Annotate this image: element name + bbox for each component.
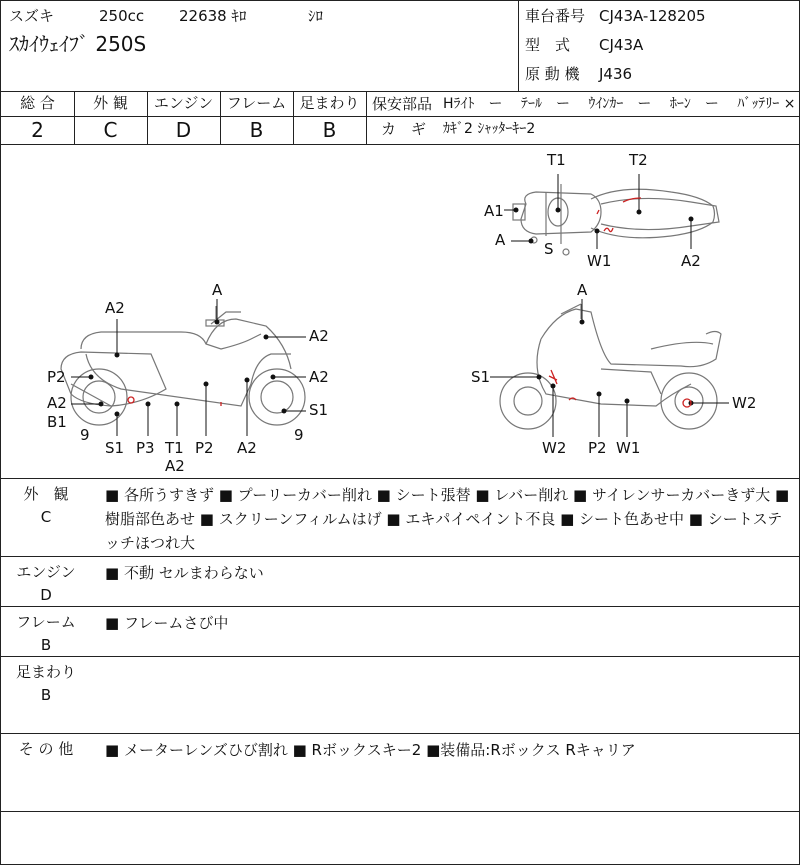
grade-frame: B [249,118,264,142]
key-label: カ ギ [381,120,427,138]
section-notes-exterior: ■ 各所うすきず ■ プーリーカバー削れ ■ シート張替 ■ レバー削れ ■ サイレンサーカバーきず大 ■ 樹脂部色あせ ■ スクリーンフィルムはげ ■ エキパイペイント不良 ■ シート色あせ中 ■ シートステッチほつれ大 [105,486,790,552]
diag-label: A1 [484,202,504,220]
grade-exterior: C [103,118,118,142]
diag-label: A2 [105,299,125,317]
key-value: ｶｷﾞ2 ｼｬｯﾀｰｷｰ2 [443,121,536,137]
rule-section [1,811,799,812]
diag-label: S1 [309,401,329,419]
diag-label: A2 [309,327,329,345]
type-value: CJ43A [599,36,644,54]
grade-header-exterior: 外 観 [93,94,128,112]
grade-header-overall: 総 合 [20,94,55,112]
diag-label: P2 [195,439,214,457]
frame-no: CJ43A-128205 [599,7,706,25]
diag-label: T1 [165,439,184,457]
grade-header-frame: フレーム [226,94,287,112]
left-view-drawing [61,306,305,425]
grade-overall: 2 [31,118,44,142]
section-grade-suspension: B [40,686,52,704]
rule-section [1,733,799,734]
diag-label: A2 [47,394,67,412]
diag-label: T1 [547,151,566,169]
grade-row-rule [1,116,366,117]
diag-label: A2 [237,439,257,457]
diag-label: A [495,231,506,249]
grade-divider [366,91,367,144]
diag-label: S [544,240,554,258]
section-label-suspension: 足まわり [15,663,76,681]
model-name: ｽｶｲｳｪｲﾌﾞ 250S [9,32,147,56]
section-grade-frame: B [40,636,52,654]
diag-label: A [577,281,588,299]
section-grade-exterior: C [40,508,52,526]
section-notes-engine: ■ 不動 セルまわらない [105,564,264,582]
diag-label: W2 [542,439,567,457]
diag-label: T2 [629,151,648,169]
section-label-engine: エンジン [16,563,76,581]
header-divider [518,1,519,91]
engine-model-value: J436 [599,65,633,83]
diag-label: W2 [732,394,757,412]
diag-label: B1 [47,413,67,431]
diag-label: P2 [47,368,66,386]
diag-label: 9 [294,426,304,444]
diag-label: S1 [471,368,491,386]
right-view-drawing [500,304,721,429]
section-notes-frame: ■ フレームさび中 [105,614,229,632]
diag-label: P3 [136,439,155,457]
diag-label: 9 [80,426,90,444]
displacement: 250cc [99,7,145,25]
section-notes-other: ■ メーターレンズひび割れ ■ Rボックスキー2 ■装備品:Rボックス Rキャリア [105,741,636,759]
safety-label: 保安部品 [372,95,433,113]
grade-suspension: B [322,118,337,142]
section-label-frame: フレーム [16,613,76,631]
rule-diagram [1,478,799,479]
frame-no-label: 車台番号 [525,7,586,25]
damage-diagram [1,144,800,477]
grade-header-suspension: 足まわり [299,94,360,112]
safety-items: Hﾗｲﾄ ー ﾃｰﾙ ー ｳｲﾝｶｰ ー ﾎｰﾝ ー ﾊﾞｯﾃﾘｰ × [443,96,796,112]
diag-label: W1 [616,439,641,457]
mileage: 22638 ｷﾛ [179,7,247,25]
diag-label: S1 [105,439,125,457]
diag-label: A2 [165,457,185,475]
grade-engine: D [175,118,192,142]
diag-label: W1 [587,252,612,270]
color: ｼﾛ [308,7,324,25]
diag-label: A2 [309,368,329,386]
rule-section [1,656,799,657]
rule-section [1,556,799,557]
safety-row-rule [366,116,800,117]
section-grade-engine: D [40,586,52,604]
section-label-other: そ の 他 [18,740,74,758]
grade-header-engine: エンジン [153,94,214,112]
type-label: 型 式 [525,36,571,54]
section-label-exterior: 外 観 [23,485,69,503]
diag-label: A [212,281,223,299]
diag-label: P2 [588,439,607,457]
engine-model-label: 原 動 機 [525,65,580,83]
rule-section [1,606,799,607]
maker: スズキ [9,7,55,25]
rule-header [1,91,799,92]
diag-label: A2 [681,252,701,270]
